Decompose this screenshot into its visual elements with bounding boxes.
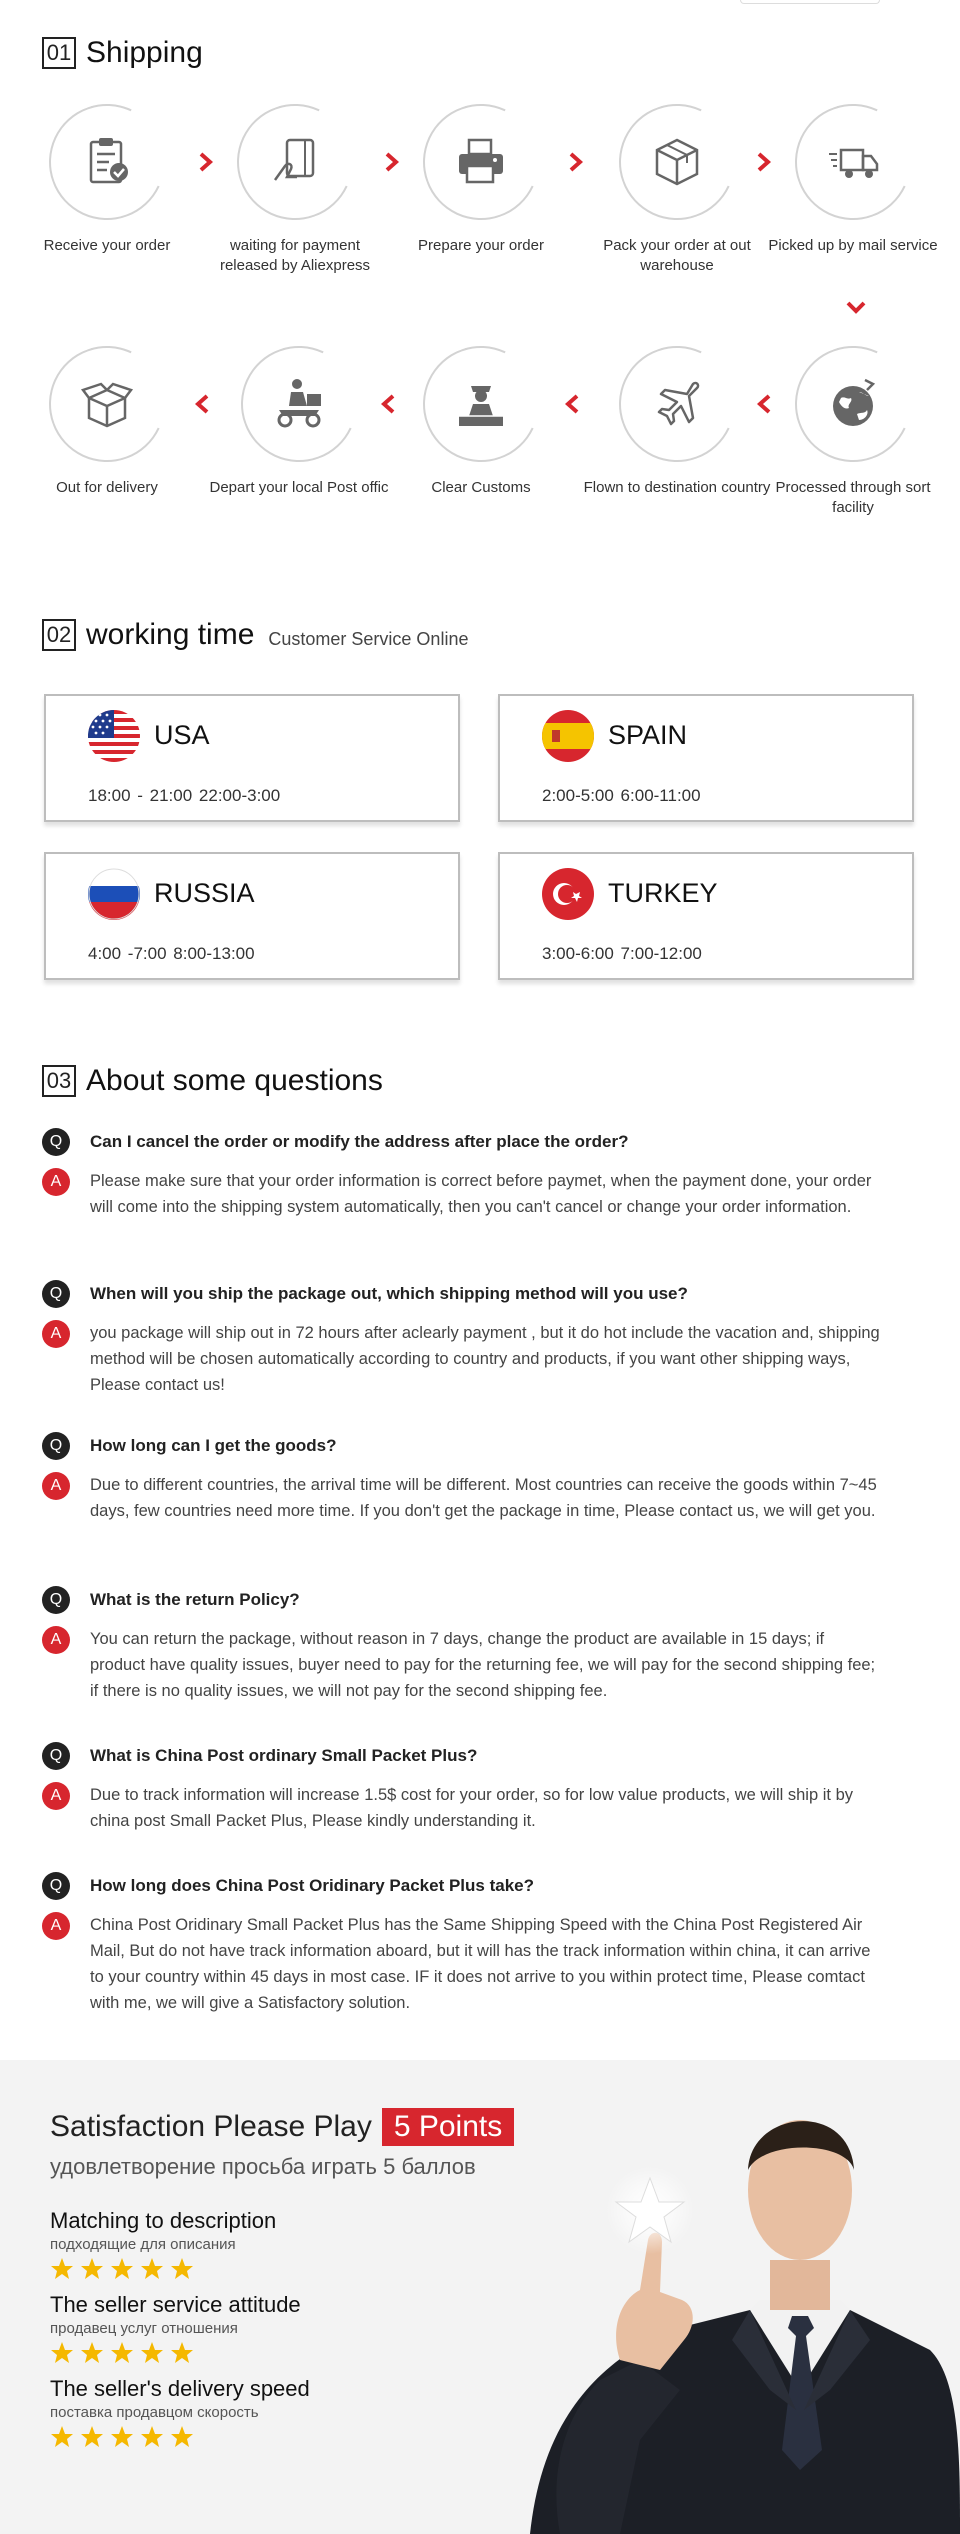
step-label: Flown to destination country	[583, 479, 771, 496]
top-tab	[740, 0, 880, 4]
answer-badge: A	[42, 1626, 70, 1654]
answer-badge: A	[42, 1472, 70, 1500]
star-icon	[170, 2257, 194, 2281]
country-name: RUSSIA	[154, 878, 255, 908]
criterion-service	[50, 2292, 301, 2365]
shipping-header	[42, 36, 203, 70]
satisfaction-title-text: Satisfaction Please Play	[50, 2110, 372, 2143]
star-icon	[110, 2257, 134, 2281]
star-icon	[110, 2341, 134, 2365]
section-subtitle: Customer Service Online	[268, 628, 469, 649]
faq-header	[42, 1064, 383, 1098]
step-depart-post-office	[204, 346, 394, 498]
section-title: Shipping	[86, 36, 203, 69]
answer-text: Due to different countries, the arrival time will be different. Most countries can receive the goods within 7~45 days, few countries need more time. If you don't get the package in time, Please contact us, we will get you.	[90, 1476, 877, 1520]
spain-flag-icon	[542, 710, 594, 762]
card-usa	[44, 694, 460, 822]
step-flown-destination	[582, 346, 772, 498]
question-badge: Q	[42, 1280, 70, 1308]
star-icon	[80, 2425, 104, 2449]
criterion-en: The seller service attitude	[50, 2292, 301, 2317]
question-text: How long does China Post Oridinary Packet Plus take?	[90, 1876, 534, 1895]
businessman-illustration	[470, 2060, 960, 2534]
turkey-flag-icon	[542, 868, 594, 920]
step-picked-up	[758, 104, 948, 256]
customs-officer-icon	[453, 376, 509, 432]
courier-scooter-icon	[271, 376, 327, 432]
star-icon	[50, 2425, 74, 2449]
step-label: Picked up by mail service	[768, 237, 938, 254]
faq-item	[42, 1432, 882, 1524]
section-number: 02	[42, 619, 76, 651]
faq-item	[42, 1586, 882, 1704]
chevron-left-icon	[562, 392, 582, 416]
faq-item	[42, 1872, 882, 2016]
faq-item	[42, 1742, 882, 1834]
answer-badge: A	[42, 1168, 70, 1196]
step-label: Depart your local Post offic	[209, 479, 389, 496]
service-hours: 18:00 - 21:00 22:00-3:00	[88, 786, 281, 805]
service-hours: 2:00-5:00 6:00-11:00	[542, 786, 701, 805]
box-icon	[649, 134, 705, 190]
criterion-ru: продавец услуг отношения	[50, 2320, 238, 2337]
section-number: 03	[42, 1065, 76, 1097]
question-text: When will you ship the package out, which shipping method will you use?	[90, 1284, 688, 1303]
section-title: About some questions	[86, 1064, 383, 1097]
star-rating	[50, 2257, 276, 2281]
question-text: How long can I get the goods?	[90, 1436, 337, 1455]
criterion-en: The seller's delivery speed	[50, 2376, 310, 2401]
question-text: What is the return Policy?	[90, 1590, 300, 1609]
step-prepare-order	[386, 104, 576, 256]
question-text: What is China Post ordinary Small Packet Plus?	[90, 1746, 478, 1765]
working-time-header	[42, 618, 468, 652]
star-icon	[140, 2257, 164, 2281]
criterion-ru: подходящие для описания	[50, 2236, 236, 2253]
card-hand-icon	[267, 134, 323, 190]
star-icon	[170, 2425, 194, 2449]
star-icon	[140, 2425, 164, 2449]
satisfaction-title	[50, 2108, 514, 2146]
clipboard-icon	[79, 134, 135, 190]
service-hours: 4:00 -7:00 8:00-13:00	[88, 944, 255, 963]
step-label: Processed through sort facility	[775, 479, 931, 516]
satisfaction-banner	[0, 2060, 960, 2534]
answer-text: you package will ship out in 72 hours after aclearly payment , but it do hot include the vacation and, shipping method will be chosen automatically according to country and products, if you want other shipping ways, Please contact us!	[90, 1324, 880, 1394]
step-label: waiting for payment released by Aliexpress	[219, 237, 371, 274]
question-badge: Q	[42, 1586, 70, 1614]
star-icon	[80, 2257, 104, 2281]
criterion-description	[50, 2208, 276, 2281]
section-number: 01	[42, 37, 76, 69]
step-label: Prepare your order	[418, 237, 544, 254]
printer-icon	[453, 134, 509, 190]
truck-icon	[825, 134, 881, 190]
country-name: USA	[154, 720, 210, 750]
russia-flag-icon	[88, 868, 140, 920]
star-icon	[50, 2341, 74, 2365]
question-badge: Q	[42, 1432, 70, 1460]
answer-text: You can return the package, without reason in 7 days, change the product are available in 15 days; if product have quality issues, buyer need to pay for the returning fee, we will pay for the second shipping fee; if there is no quality issues, we will not pay for the second shipping fee.	[90, 1630, 876, 1700]
usa-flag-icon	[88, 710, 140, 762]
star-rating	[50, 2425, 310, 2449]
step-label: Out for delivery	[56, 479, 158, 496]
answer-badge: A	[42, 1782, 70, 1810]
card-spain	[498, 694, 914, 822]
star-icon	[140, 2341, 164, 2365]
star-icon	[110, 2425, 134, 2449]
step-sort-facility	[758, 346, 948, 518]
card-russia	[44, 852, 460, 980]
step-label: Clear Customs	[431, 479, 531, 496]
star-icon	[50, 2257, 74, 2281]
step-label: Pack your order at out warehouse	[603, 237, 751, 274]
points-badge: 5 Points	[382, 2108, 514, 2146]
question-badge: Q	[42, 1872, 70, 1900]
star-rating	[50, 2341, 301, 2365]
step-pack-order	[582, 104, 772, 276]
question-badge: Q	[42, 1742, 70, 1770]
card-turkey	[498, 852, 914, 980]
step-clear-customs	[386, 346, 576, 498]
star-icon	[80, 2341, 104, 2365]
step-out-for-delivery	[12, 346, 202, 498]
criterion-ru: поставка продавцом скорость	[50, 2404, 259, 2421]
answer-badge: A	[42, 1912, 70, 1940]
faq-item	[42, 1280, 882, 1398]
country-name: TURKEY	[608, 878, 718, 908]
satisfaction-subtitle: удовлетворение просьба играть 5 баллов	[50, 2154, 476, 2179]
criterion-en: Matching to description	[50, 2208, 277, 2233]
globe-icon	[825, 376, 881, 432]
chevron-down-icon	[844, 298, 868, 318]
answer-text: Please make sure that your order information is correct before paymet, when the payment done, your order will come into the shipping system automatically, then you can't cancel or change your order information.	[90, 1172, 872, 1216]
answer-text: Due to track information will increase 1.5$ cost for your order, so for low value products, we will ship it by china post Small Packet Plus, Please kindly understanding it.	[90, 1786, 853, 1830]
step-waiting-payment	[200, 104, 390, 276]
step-receive-order	[12, 104, 202, 256]
answer-badge: A	[42, 1320, 70, 1348]
star-icon	[170, 2341, 194, 2365]
criterion-delivery	[50, 2376, 310, 2449]
open-box-icon	[79, 376, 135, 432]
country-name: SPAIN	[608, 720, 688, 750]
service-hours: 3:00-6:00 7:00-12:00	[542, 944, 702, 963]
answer-text: China Post Oridinary Small Packet Plus has the Same Shipping Speed with the China Post Registered Air Mail, But do not have track information aboard, but it will has the track information within china, it can arrive to your country within 45 days in most case. IF it does not arrive to you within protect time, Please comtact with me, we will give a Satisfactory solution.	[90, 1916, 871, 2012]
question-text: Can I cancel the order or modify the address after place the order?	[90, 1132, 629, 1151]
faq-item	[42, 1128, 882, 1220]
airplane-icon	[649, 376, 705, 432]
question-badge: Q	[42, 1128, 70, 1156]
section-title: working time	[86, 618, 255, 651]
step-label: Receive your order	[43, 237, 171, 254]
